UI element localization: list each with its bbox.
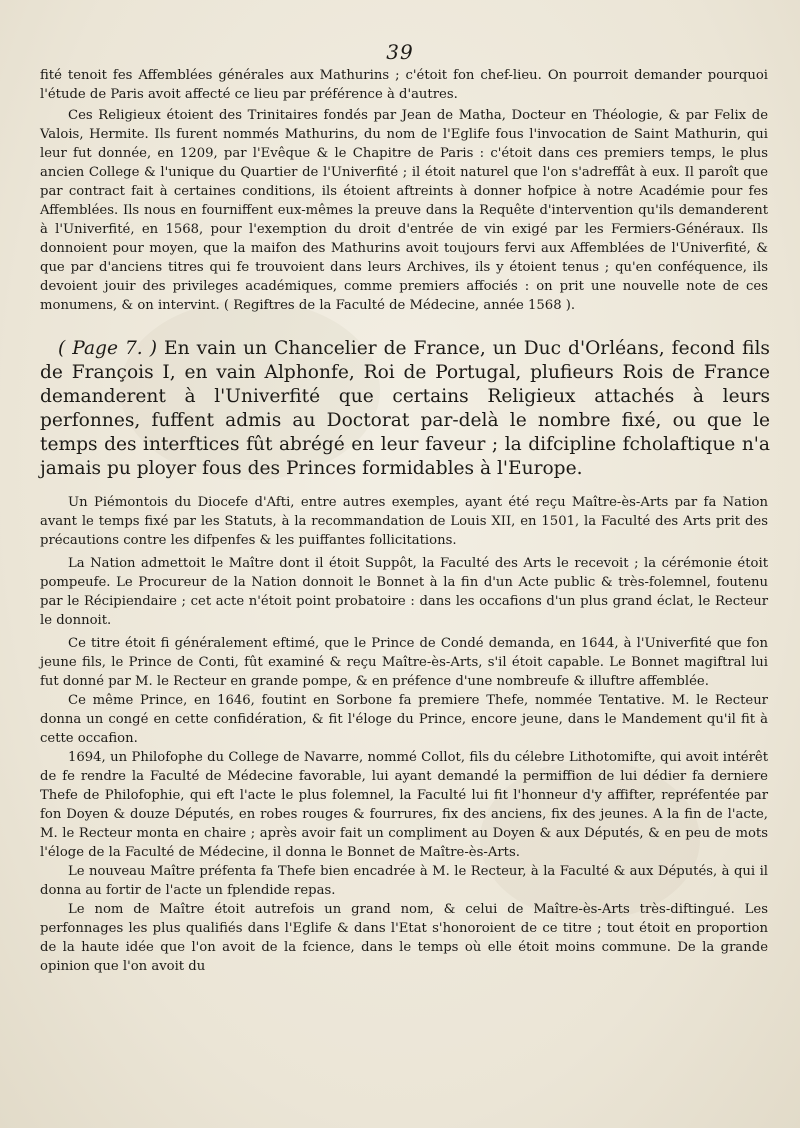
paragraph-intro: fité tenoit fes Affemblées générales aux Mathurins ; c'étoit fon chef-lieu. On pourroit demander pourquoi l'étude de Paris avoit affecté ce lieu par préférence à d'autres.: [40, 68, 768, 102]
page-number: 39: [386, 40, 414, 64]
paragraph-prince: Ce même Prince, en 1646, foutint en Sorbone fa premiere Thefe, nommée Tentative. M. le Recteur donna un congé en cette confidération, & fit l'éloge du Prince, encore jeune, dans le Mandement qu'il fit à cette occafion.: [40, 693, 768, 746]
paragraph-piemontois: Un Piémontois du Diocefe d'Afti, entre autres exemples, ayant été reçu Maître-ès-Arts par fa Nation avant le temps fixé par les Statuts, à la recommandation de Louis XII, en 1501, la Faculté des Arts prit des précautions contre les difpenfes & les puiffantes follicitations.: [40, 495, 768, 548]
paragraph-nation: La Nation admettoit le Maître dont il étoit Suppôt, la Faculté des Arts le recevoit ; la cérémonie étoit pompeufe. Le Procureur de la Nation donnoit le Bonnet à la fin d'un Acte public & très-folemnel, foutenu par le Récipiendaire ; cet acte n'étoit point probatoire : dans les occafions d'un plus grand éclat, le Recteur le donnoit.: [40, 556, 768, 628]
paragraph-nom: Le nom de Maître étoit autrefois un grand nom, & celui de Maître-ès-Arts très-diftingué. Les perfonnages les plus qualifiés dans l'Eglife & dans l'Etat s'honoroient de ce titre ; tout étoit en proportion de la haute idée que l'on avoit de la fcience, dans le temps où elle étoit moins commune. De la grande opinion que l'on avoit du: [40, 902, 768, 974]
heading-text: En vain un Chancelier de France, un Duc d'Orléans, fecond fils de François I, en vain Alphonfe, Roi de Portugal, plufieurs Rois de France demanderent à l'Univerfité que certains Religieux attachés à leurs perfonnes, fuffent admis au Doctorat par-delà le nombre fixé, ou que le temps des interftices fût abrégé en leur faveur ; la difcipline fcholaftique n'a jamais pu ployer fous des Princes formidables à l'Europe.: [40, 338, 770, 479]
paragraph-nouveau: Le nouveau Maître préfenta fa Thefe bien encadrée à M. le Recteur, à la Faculté & aux Députés, à qui il donna au fortir de l'acte un fplendide repas.: [40, 864, 768, 898]
section-heading-paragraph: [40, 337, 770, 481]
paragraph-religieux: Ces Religieux étoient des Trinitaires fondés par Jean de Matha, Docteur en Théologie, & par Felix de Valois, Hermite. Ils furent nommés Mathurins, du nom de l'Eglife fous l'invocation de Saint Mathurin, qui leur fut donnée, en 1209, par l'Evêque & le Chapitre de Paris : c'étoit dans ces premiers temps, le plus ancien College & l'unique du Quartier de l'Univerfité ; il étoit naturel que l'on s'adreffât à eux. Il paroît que par contract fait à certaines conditions, ils étoient aftreints à donner hofpice à notre Académie pour fes Affemblées. Ils nous en fourniffent eux-mêmes la preuve dans la Requête d'intervention qu'ils demanderent à l'Univerfité, en 1568, pour l'exemption du droit d'entrée de vin exigé par les Fermiers-Généraux. Ils donnoient pour moyen, que la maifon des Mathurins avoit toujours fervi aux Affemblées de l'Univerfité, & que par d'anciens titres qui fe trouvoient dans leurs Archives, ils y étoient tenus ; qu'en conféquence, ils devoient jouir des privileges académiques, comme premiers affociés : on prit une nouvelle note de ces monumens, & on intervint. ( Regiftres de la Faculté de Médecine, année 1568 ).: [40, 108, 768, 313]
lower-paragraphs: [40, 634, 768, 976]
paragraph-titre: Ce titre étoit fi généralement eftimé, que le Prince de Condé demanda, en 1644, à l'Univerfité que fon jeune fils, le Prince de Conti, fût examiné & reçu Maître-ès-Arts, s'il étoit capable. Le Bonnet magiftral lui fut donné par M. le Recteur en grande pompe, & en préfence d'une nombreufe & illuftre affemblée.: [40, 636, 768, 689]
paragraph-philofophe: 1694, un Philofophe du College de Navarre, nommé Collot, fils du célebre Lithotomifte, qui avoit intérêt de fe rendre la Faculté de Médecine favorable, lui ayant demandé la permiffion de lui dédier fa derniere Thefe de Philofophie, qui eft l'acte le plus folemnel, la Faculté lui fit l'honneur d'y affifter, repréfentée par fon Doyen & douze Députés, en robes rouges & fourrures, fix des anciens, fix des jeunes. A la fin de l'acte, M. le Recteur monta en chaire ; après avoir fait un compliment au Doyen & aux Députés, & en peu de mots l'éloge de la Faculté de Médecine, il donna le Bonnet de Maître-ès-Arts.: [40, 750, 768, 860]
page-reference: ( Page 7. ): [58, 338, 157, 359]
